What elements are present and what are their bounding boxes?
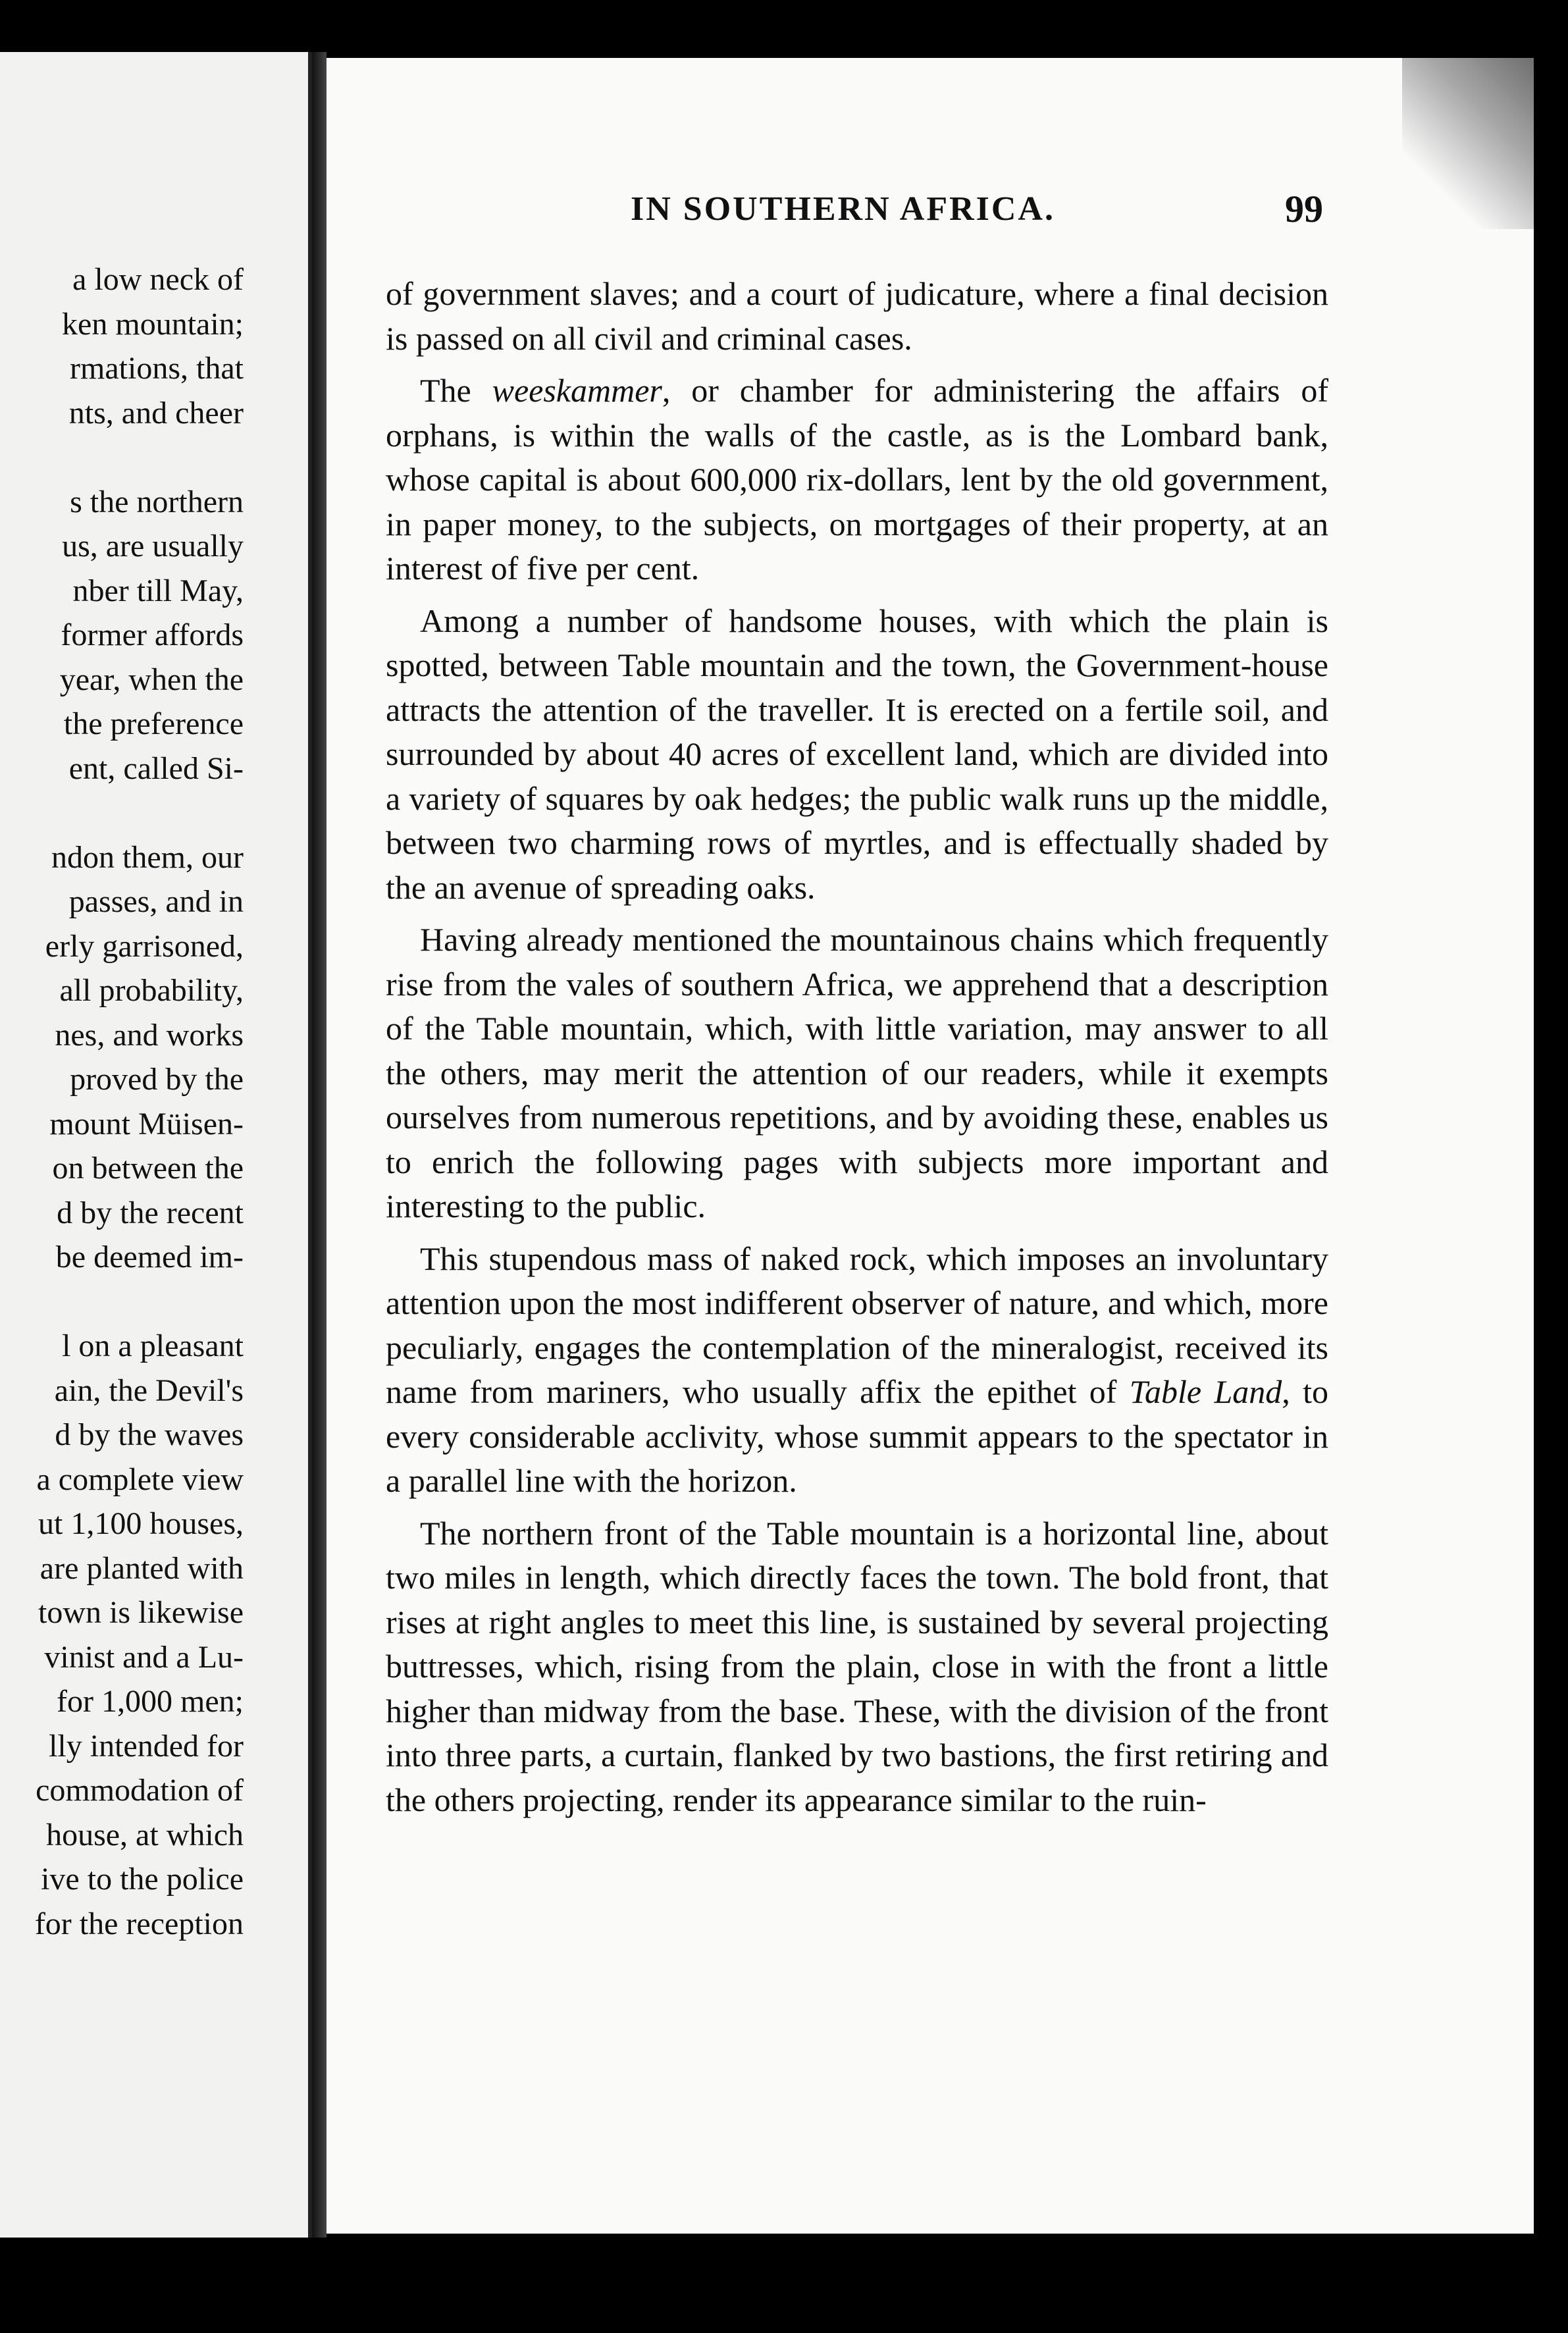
- paragraph-text: , or chamber for administering the affairs of orphans, is within the walls of the castle, as is the Lombard bank, whose capital is about 600,000 rix-dollars, lent by the old government, in paper money, to the subjects, on mortgages of their property, at an interest of five per cent.: [386, 372, 1328, 587]
- paragraph-text: Having already mentioned the mountainous chains which frequently rise from the vales of southern Africa, we apprehend that a description of the Table mountain, which, with little variation, may answer to all the others, may merit the attention of our readers, while it exempts ourselves from numerous repetitions, and by avoiding these, enables us to enrich the following pages with subjects more important and interesting to the public.: [386, 921, 1328, 1224]
- left-page-line: commodation of: [36, 1773, 244, 1808]
- left-page-line: a low neck of: [72, 262, 244, 297]
- paragraph-3: [386, 599, 1328, 910]
- left-page-line: for the reception: [34, 1906, 244, 1941]
- left-page-line: rmations, that: [70, 351, 244, 386]
- book-gutter: [312, 52, 327, 2238]
- left-page-line: nber till May,: [72, 573, 244, 608]
- italic-term: weeskammer: [492, 372, 662, 409]
- left-facing-page: [0, 52, 312, 2238]
- body-text: [386, 272, 1328, 1830]
- left-page-line: the preference: [63, 706, 244, 741]
- left-page-line: us, are usually: [62, 529, 244, 564]
- paragraph-1: [386, 272, 1328, 361]
- left-page-line: ken mountain;: [62, 306, 244, 342]
- left-page-line: d by the waves: [55, 1417, 244, 1452]
- page-number: 99: [1285, 188, 1323, 230]
- left-page-line: ain, the Devil's: [54, 1373, 244, 1408]
- left-page-line: a complete view: [36, 1461, 244, 1497]
- left-page-line: lly intended for: [49, 1728, 244, 1764]
- paragraph-6: [386, 1511, 1328, 1823]
- left-page-text: [0, 257, 244, 1946]
- left-page-line: l on a pleasant: [62, 1328, 244, 1363]
- left-page-line: former affords: [61, 617, 244, 652]
- left-page-line: all probability,: [59, 973, 244, 1008]
- left-page-line: for 1,000 men;: [57, 1684, 244, 1719]
- left-page-line: d by the recent: [57, 1195, 244, 1230]
- italic-term: Table Land: [1129, 1373, 1282, 1410]
- left-page-line: ut 1,100 houses,: [38, 1506, 244, 1541]
- left-page-line: proved by the: [70, 1062, 244, 1097]
- left-page-line: year, when the: [59, 662, 244, 697]
- right-page: [327, 58, 1534, 2234]
- paragraph-4: [386, 918, 1328, 1229]
- paragraph-text: The northern front of the Table mountain is a horizontal line, about two miles in length, which directly faces the town. The bold front, that rises at right angles to meet this line, is sustained by several projecting buttresses, which, rising from the plain, close in with the front a little higher than midway from the base. These, with the division of the front into three parts, a curtain, flanked by two bastions, the first retiring and the others projecting, render its appearance similar to the ruin-: [386, 1514, 1328, 1818]
- left-page-line: nes, and works: [55, 1017, 244, 1053]
- paragraph-text: , to every considerable acclivity, whose summit appears to the spectator in a parallel line with the horizon.: [386, 1373, 1328, 1499]
- left-page-line: vinist and a Lu-: [44, 1639, 244, 1675]
- left-page-line: be deemed im-: [55, 1240, 244, 1274]
- paragraph-text: The: [420, 372, 492, 409]
- left-page-line: ndon them, our: [51, 839, 244, 875]
- left-page-line: town is likewise: [38, 1595, 244, 1630]
- left-page-line: [0, 1280, 244, 1324]
- left-page-line: nts, and cheer: [68, 395, 244, 431]
- left-page-line: house, at which: [46, 1817, 244, 1852]
- left-page-line: [0, 435, 244, 480]
- paragraph-5: [386, 1237, 1328, 1504]
- left-page-line: are planted with: [39, 1550, 244, 1586]
- left-page-line: ent, called Si-: [68, 750, 244, 786]
- left-page-line: passes, and in: [68, 884, 244, 919]
- left-page-line: mount Müisen-: [49, 1106, 244, 1141]
- paragraph-2: [386, 369, 1328, 591]
- left-page-line: s the northern: [70, 484, 244, 519]
- left-page-line: [0, 791, 244, 835]
- paragraph-text: This stupendous mass of naked rock, which imposes an involuntary attention upon the most indifferent observer of nature, and which, more peculiarly, engages the contemplation of the mineralogist, received its name from mariners, who usually affix the epithet of: [386, 1240, 1328, 1410]
- left-page-line: ive to the police: [41, 1862, 244, 1897]
- paragraph-text: of government slaves; and a court of judicature, where a final decision is passed on all civil and criminal cases.: [386, 275, 1328, 357]
- paragraph-text: Among a number of handsome houses, with which the plain is spotted, between Table mountain and the town, the Government-house attracts the attention of the traveller. It is erected on a fertile soil, and surrounded by about 40 acres of excellent land, which are divided into a variety of squares by oak hedges; the public walk runs up the middle, between two charming rows of myrtles, and is effectually shaded by the an avenue of spreading oaks.: [386, 602, 1328, 906]
- running-head: IN SOUTHERN AFRICA.: [631, 190, 1055, 228]
- page-corner-shadow: [1402, 58, 1534, 229]
- left-page-line: on between the: [52, 1151, 244, 1186]
- left-page-line: erly garrisoned,: [45, 928, 244, 964]
